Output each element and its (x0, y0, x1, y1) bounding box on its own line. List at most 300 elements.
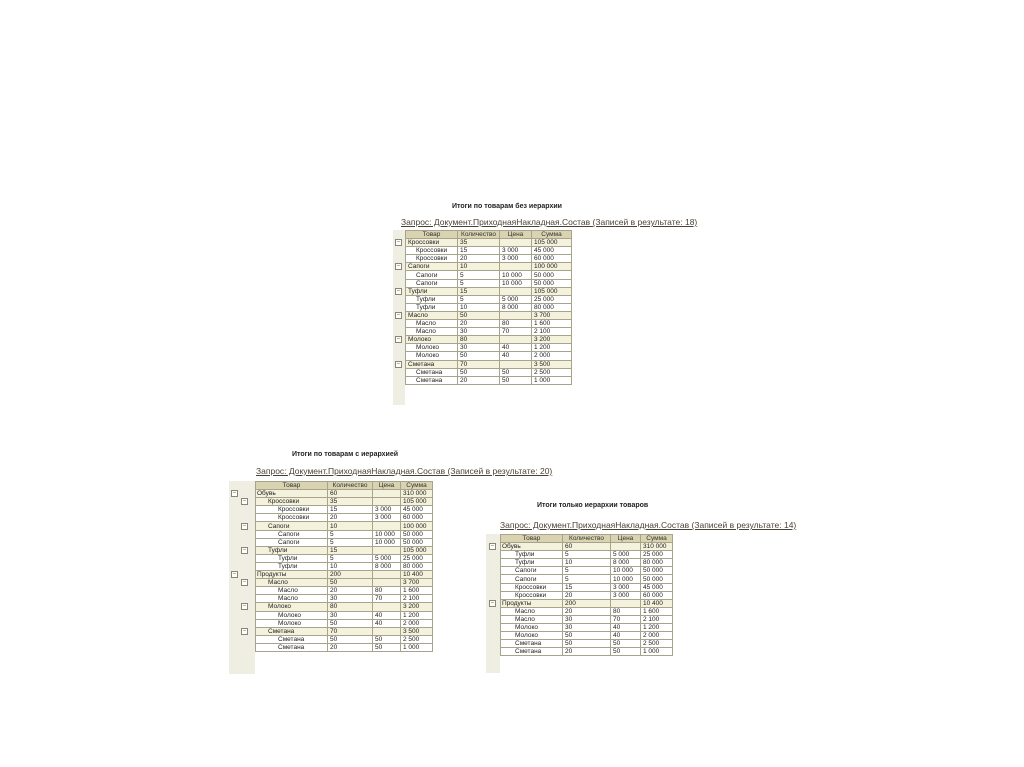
cell-quantity: 5 (328, 530, 373, 538)
cell-sum: 105 000 (401, 546, 433, 554)
cell-price (373, 546, 401, 554)
cell-sum: 80 000 (532, 303, 572, 311)
cell-price (500, 336, 532, 344)
column-header-product[interactable]: Товар (406, 231, 458, 239)
cell-quantity: 200 (328, 571, 373, 579)
table-group-row[interactable] (501, 543, 673, 551)
cell-price (500, 311, 532, 319)
cell-price: 80 (500, 320, 532, 328)
table-header-row (256, 482, 433, 490)
cell-product: Масло (406, 311, 458, 319)
cell-price: 70 (373, 595, 401, 603)
column-header-price[interactable]: Цена (500, 231, 532, 239)
cell-product: Масло (256, 587, 328, 595)
cell-product: Туфли (256, 546, 328, 554)
cell-sum: 1 600 (532, 320, 572, 328)
cell-quantity: 30 (458, 328, 500, 336)
cell-price: 40 (373, 619, 401, 627)
cell-product: Сапоги (406, 271, 458, 279)
cell-price: 5 000 (500, 295, 532, 303)
cell-sum: 100 000 (401, 522, 433, 530)
column-header-price[interactable]: Цена (611, 535, 641, 543)
table-group-row[interactable] (406, 263, 572, 271)
table-row[interactable] (256, 635, 433, 643)
cell-price: 80 (373, 587, 401, 595)
cell-price: 8 000 (611, 559, 641, 567)
table-row[interactable] (406, 352, 572, 360)
cell-quantity: 35 (328, 498, 373, 506)
collapse-toggle-icon[interactable]: − (396, 360, 401, 367)
cell-sum: 50 000 (641, 575, 673, 583)
cell-product: Продукты (501, 599, 563, 607)
cell-price (373, 571, 401, 579)
cell-sum: 45 000 (532, 247, 572, 255)
collapse-toggle-icon[interactable]: − (242, 498, 247, 505)
table-row[interactable] (406, 271, 572, 279)
table-row[interactable] (256, 595, 433, 603)
cell-sum: 1 200 (401, 611, 433, 619)
table-row[interactable] (501, 575, 673, 583)
cell-product: Масло (501, 607, 563, 615)
cell-price (611, 543, 641, 551)
query-title[interactable]: Запрос: Документ.ПриходнаяНакладная.Состав (Записей в результате: 14) (500, 520, 797, 530)
cell-price: 80 (611, 607, 641, 615)
cell-price: 3 000 (373, 506, 401, 514)
cell-sum: 60 000 (532, 255, 572, 263)
table-row[interactable] (256, 554, 433, 562)
table-row[interactable] (501, 648, 673, 656)
cell-sum: 3 500 (401, 627, 433, 635)
table-group-row[interactable] (406, 239, 572, 247)
table-row[interactable] (256, 538, 433, 546)
collapse-toggle-icon[interactable]: − (242, 579, 247, 586)
cell-quantity: 50 (328, 579, 373, 587)
table-group-row[interactable] (256, 571, 433, 579)
cell-quantity: 10 (458, 303, 500, 311)
cell-quantity: 5 (458, 279, 500, 287)
cell-price: 3 000 (373, 514, 401, 522)
cell-product: Молоко (406, 344, 458, 352)
cell-product: Молоко (256, 603, 328, 611)
cell-sum: 2 000 (532, 352, 572, 360)
table-group-row[interactable] (256, 627, 433, 635)
column-header-price[interactable]: Цена (373, 482, 401, 490)
cell-product: Сметана (256, 643, 328, 651)
cell-quantity: 20 (458, 255, 500, 263)
cell-quantity: 80 (328, 603, 373, 611)
cell-price: 70 (611, 615, 641, 623)
column-header-quantity[interactable]: Количество (563, 535, 611, 543)
cell-price: 40 (611, 624, 641, 632)
cell-sum: 60 000 (641, 591, 673, 599)
cell-sum: 1 000 (401, 643, 433, 651)
cell-price: 40 (500, 344, 532, 352)
cell-product: Молоко (256, 619, 328, 627)
cell-price: 8 000 (500, 303, 532, 311)
collapse-toggle-icon[interactable]: − (396, 311, 401, 318)
cell-price: 3 000 (500, 247, 532, 255)
cell-price (373, 498, 401, 506)
cell-price: 50 (611, 640, 641, 648)
collapse-toggle-icon[interactable]: − (242, 603, 247, 610)
cell-price: 8 000 (373, 562, 401, 570)
table-row[interactable] (406, 247, 572, 255)
cell-quantity: 50 (458, 311, 500, 319)
cell-product: Туфли (406, 303, 458, 311)
table-group-row[interactable] (256, 579, 433, 587)
cell-sum: 10 400 (641, 599, 673, 607)
cell-quantity: 5 (328, 538, 373, 546)
cell-sum: 3 200 (532, 336, 572, 344)
cell-quantity: 50 (563, 640, 611, 648)
cell-sum: 1 000 (532, 376, 572, 384)
cell-price (373, 603, 401, 611)
panel-caption: Итоги по товарам с иерархией (292, 451, 399, 458)
cell-price (373, 579, 401, 587)
cell-quantity: 50 (458, 368, 500, 376)
cell-sum: 50 000 (401, 538, 433, 546)
table-row[interactable] (256, 619, 433, 627)
cell-product: Молоко (406, 336, 458, 344)
cell-quantity: 15 (458, 287, 500, 295)
cell-price: 10 000 (500, 279, 532, 287)
table-group-row[interactable] (256, 490, 433, 498)
cell-price (373, 522, 401, 530)
table-group-row[interactable] (256, 522, 433, 530)
cell-price: 5 000 (611, 551, 641, 559)
table-body (406, 239, 572, 385)
collapse-toggle-icon[interactable]: − (242, 627, 247, 634)
cell-product: Обувь (501, 543, 563, 551)
cell-sum: 25 000 (532, 295, 572, 303)
cell-product: Сапоги (256, 530, 328, 538)
collapse-toggle-icon[interactable]: − (490, 599, 495, 606)
collapse-toggle-icon[interactable]: − (232, 490, 237, 497)
cell-quantity: 200 (563, 599, 611, 607)
cell-price: 40 (373, 611, 401, 619)
table-header-row (501, 535, 673, 543)
table-group-row[interactable] (406, 336, 572, 344)
table-row[interactable] (501, 607, 673, 615)
cell-product: Кроссовки (256, 514, 328, 522)
cell-quantity: 30 (563, 615, 611, 623)
table-row[interactable] (256, 530, 433, 538)
cell-product: Сметана (501, 648, 563, 656)
cell-quantity: 20 (458, 376, 500, 384)
collapse-toggle-icon[interactable]: − (396, 263, 401, 270)
table-row[interactable] (501, 591, 673, 599)
cell-quantity: 5 (563, 575, 611, 583)
cell-quantity: 80 (458, 336, 500, 344)
cell-product: Сапоги (256, 538, 328, 546)
cell-sum: 1 200 (641, 624, 673, 632)
result-table (405, 230, 572, 385)
cell-quantity: 20 (563, 607, 611, 615)
cell-product: Сапоги (406, 263, 458, 271)
table-group-row[interactable] (406, 287, 572, 295)
cell-quantity: 10 (328, 522, 373, 530)
table-row[interactable] (406, 344, 572, 352)
table-row[interactable] (501, 640, 673, 648)
cell-price: 10 000 (373, 530, 401, 538)
cell-quantity: 10 (458, 263, 500, 271)
column-header-quantity[interactable]: Количество (458, 231, 500, 239)
cell-quantity: 70 (328, 627, 373, 635)
table-group-row[interactable] (501, 599, 673, 607)
cell-quantity: 30 (563, 624, 611, 632)
query-title[interactable]: Запрос: Документ.ПриходнаяНакладная.Состав (Записей в результате: 18) (401, 217, 698, 227)
cell-quantity: 5 (328, 554, 373, 562)
cell-price: 10 000 (611, 567, 641, 575)
cell-sum: 2 000 (641, 632, 673, 640)
cell-quantity: 50 (328, 635, 373, 643)
cell-sum: 310 000 (401, 490, 433, 498)
cell-price: 5 000 (373, 554, 401, 562)
collapse-toggle-icon[interactable]: − (242, 546, 247, 553)
cell-sum: 2 000 (401, 619, 433, 627)
cell-sum: 1 200 (532, 344, 572, 352)
table-group-row[interactable] (406, 360, 572, 368)
cell-sum: 2 500 (401, 635, 433, 643)
cell-quantity: 20 (563, 648, 611, 656)
cell-product: Кроссовки (501, 583, 563, 591)
column-header-sum[interactable]: Сумма (532, 231, 572, 239)
cell-quantity: 60 (328, 490, 373, 498)
cell-price: 50 (500, 376, 532, 384)
cell-product: Кроссовки (406, 255, 458, 263)
cell-sum: 10 400 (401, 571, 433, 579)
cell-product: Туфли (256, 562, 328, 570)
table-row[interactable] (406, 376, 572, 384)
cell-product: Сапоги (501, 575, 563, 583)
cell-quantity: 15 (563, 583, 611, 591)
cell-sum: 1 600 (401, 587, 433, 595)
cell-price (500, 287, 532, 295)
table-row[interactable] (256, 562, 433, 570)
cell-product: Сметана (256, 627, 328, 635)
panel-caption: Итоги только иерархии товаров (537, 502, 649, 509)
table-header-row (406, 231, 572, 239)
cell-product: Кроссовки (256, 498, 328, 506)
cell-product: Молоко (501, 624, 563, 632)
table-group-row[interactable] (406, 311, 572, 319)
table-row[interactable] (406, 320, 572, 328)
result-table (255, 481, 433, 652)
cell-sum: 3 500 (532, 360, 572, 368)
cell-product: Сметана (406, 376, 458, 384)
cell-sum: 50 000 (401, 530, 433, 538)
cell-product: Молоко (501, 632, 563, 640)
cell-price: 70 (500, 328, 532, 336)
cell-quantity: 5 (563, 567, 611, 575)
cell-sum: 2 500 (641, 640, 673, 648)
table-row[interactable] (501, 567, 673, 575)
cell-sum: 105 000 (532, 287, 572, 295)
cell-product: Сметана (406, 368, 458, 376)
cell-price (373, 627, 401, 635)
table-row[interactable] (406, 368, 572, 376)
table-row[interactable] (406, 255, 572, 263)
column-header-product[interactable]: Товар (256, 482, 328, 490)
cell-product: Кроссовки (256, 506, 328, 514)
cell-quantity: 5 (563, 551, 611, 559)
cell-sum: 2 500 (532, 368, 572, 376)
table-row[interactable] (501, 624, 673, 632)
table-row[interactable] (256, 514, 433, 522)
cell-quantity: 20 (563, 591, 611, 599)
cell-quantity: 5 (458, 295, 500, 303)
cell-quantity: 20 (328, 514, 373, 522)
table-group-row[interactable] (256, 546, 433, 554)
cell-quantity: 30 (328, 611, 373, 619)
cell-quantity: 20 (328, 643, 373, 651)
cell-product: Обувь (256, 490, 328, 498)
cell-product: Сметана (501, 640, 563, 648)
table-group-row[interactable] (256, 603, 433, 611)
cell-quantity: 50 (328, 619, 373, 627)
panel-caption: Итоги по товарам без иерархии (452, 203, 562, 210)
cell-product: Молоко (256, 611, 328, 619)
cell-price (500, 239, 532, 247)
cell-price: 3 000 (611, 583, 641, 591)
cell-sum: 2 100 (401, 595, 433, 603)
cell-quantity: 10 (328, 562, 373, 570)
cell-quantity: 50 (563, 632, 611, 640)
collapse-toggle-icon[interactable]: − (396, 287, 401, 294)
cell-sum: 50 000 (532, 279, 572, 287)
cell-sum: 60 000 (401, 514, 433, 522)
table-body (501, 543, 673, 656)
cell-product: Туфли (406, 287, 458, 295)
cell-product: Сапоги (256, 522, 328, 530)
cell-price: 3 000 (611, 591, 641, 599)
query-title[interactable]: Запрос: Документ.ПриходнаяНакладная.Состав (Записей в результате: 20) (256, 466, 553, 476)
cell-product: Сметана (406, 360, 458, 368)
cell-price: 50 (611, 648, 641, 656)
cell-sum: 1 000 (641, 648, 673, 656)
collapse-toggle-icon[interactable]: − (232, 571, 237, 578)
cell-quantity: 30 (458, 344, 500, 352)
cell-product: Масло (406, 320, 458, 328)
cell-sum: 310 000 (641, 543, 673, 551)
cell-sum: 100 000 (532, 263, 572, 271)
cell-quantity: 20 (328, 587, 373, 595)
table-row[interactable] (406, 328, 572, 336)
table-group-row[interactable] (256, 498, 433, 506)
cell-quantity: 15 (328, 546, 373, 554)
table-row[interactable] (256, 506, 433, 514)
cell-quantity: 15 (328, 506, 373, 514)
table-row[interactable] (501, 615, 673, 623)
cell-quantity: 20 (458, 320, 500, 328)
cell-product: Масло (256, 579, 328, 587)
cell-product: Масло (256, 595, 328, 603)
cell-quantity: 35 (458, 239, 500, 247)
cell-sum: 80 000 (401, 562, 433, 570)
cell-product: Сапоги (501, 567, 563, 575)
cell-price: 50 (500, 368, 532, 376)
table-row[interactable] (256, 587, 433, 595)
cell-price: 10 000 (373, 538, 401, 546)
cell-sum: 3 700 (532, 311, 572, 319)
table-body (256, 490, 433, 652)
table-row[interactable] (501, 559, 673, 567)
cell-sum: 25 000 (401, 554, 433, 562)
cell-sum: 50 000 (532, 271, 572, 279)
cell-sum: 45 000 (641, 583, 673, 591)
cell-price (373, 490, 401, 498)
result-table (500, 534, 673, 656)
cell-product: Туфли (256, 554, 328, 562)
cell-product: Кроссовки (406, 247, 458, 255)
table-row[interactable] (256, 643, 433, 651)
cell-price: 40 (500, 352, 532, 360)
cell-price: 10 000 (500, 271, 532, 279)
cell-sum: 3 700 (401, 579, 433, 587)
column-header-sum[interactable]: Сумма (401, 482, 433, 490)
table-row[interactable] (501, 632, 673, 640)
cell-price: 40 (611, 632, 641, 640)
cell-price: 50 (373, 635, 401, 643)
cell-quantity: 10 (563, 559, 611, 567)
cell-price (500, 360, 532, 368)
cell-sum: 50 000 (641, 567, 673, 575)
collapse-toggle-icon[interactable]: − (242, 522, 247, 529)
cell-quantity: 30 (328, 595, 373, 603)
cell-sum: 3 200 (401, 603, 433, 611)
cell-quantity: 5 (458, 271, 500, 279)
cell-product: Туфли (501, 559, 563, 567)
table-row[interactable] (256, 611, 433, 619)
column-header-sum[interactable]: Сумма (641, 535, 673, 543)
cell-product: Сапоги (406, 279, 458, 287)
cell-price: 3 000 (500, 255, 532, 263)
table-row[interactable] (501, 551, 673, 559)
cell-sum: 45 000 (401, 506, 433, 514)
cell-product: Масло (406, 328, 458, 336)
cell-quantity: 60 (563, 543, 611, 551)
collapse-toggle-icon[interactable]: − (490, 543, 495, 550)
table-row[interactable] (501, 583, 673, 591)
cell-product: Туфли (406, 295, 458, 303)
column-header-product[interactable]: Товар (501, 535, 563, 543)
cell-price: 10 000 (611, 575, 641, 583)
cell-quantity: 70 (458, 360, 500, 368)
cell-product: Молоко (406, 352, 458, 360)
table-row[interactable] (406, 279, 572, 287)
cell-quantity: 50 (458, 352, 500, 360)
cell-product: Продукты (256, 571, 328, 579)
cell-sum: 25 000 (641, 551, 673, 559)
cell-product: Масло (501, 615, 563, 623)
cell-product: Кроссовки (406, 239, 458, 247)
cell-product: Туфли (501, 551, 563, 559)
cell-price (611, 599, 641, 607)
cell-sum: 105 000 (532, 239, 572, 247)
table-row[interactable] (406, 295, 572, 303)
cell-sum: 80 000 (641, 559, 673, 567)
collapse-toggle-icon[interactable]: − (396, 336, 401, 343)
cell-price: 50 (373, 643, 401, 651)
column-header-quantity[interactable]: Количество (328, 482, 373, 490)
cell-sum: 105 000 (401, 498, 433, 506)
cell-price (500, 263, 532, 271)
cell-quantity: 15 (458, 247, 500, 255)
cell-sum: 2 100 (641, 615, 673, 623)
table-row[interactable] (406, 303, 572, 311)
collapse-toggle-icon[interactable]: − (396, 239, 401, 246)
cell-product: Сметана (256, 635, 328, 643)
